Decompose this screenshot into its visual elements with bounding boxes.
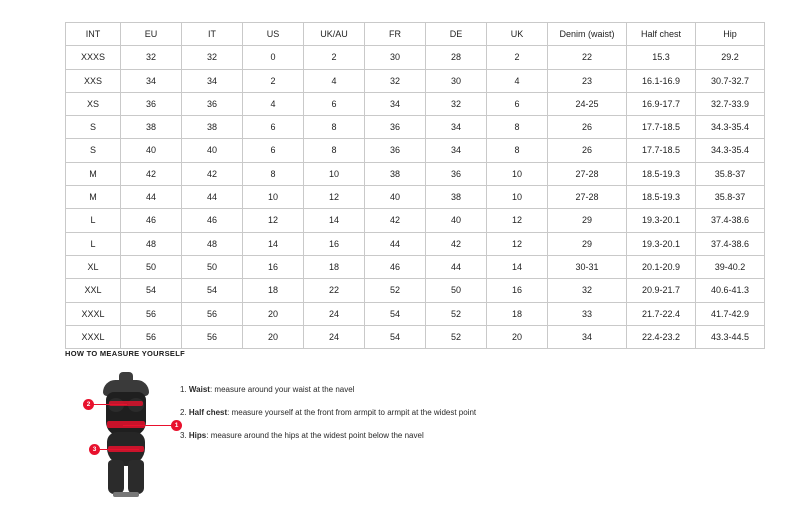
step-term: Waist — [188, 385, 210, 394]
table-row — [66, 139, 765, 162]
cell-half-chest: 17.7-18.5 — [627, 139, 696, 162]
cell-uk-au: 6 — [304, 92, 365, 115]
size-chart-container — [65, 22, 750, 349]
cell-hip: 37.4-38.6 — [696, 232, 765, 255]
cell-uk: 16 — [487, 279, 548, 302]
cell-int: S — [66, 116, 121, 139]
cell-eu: 44 — [121, 186, 182, 209]
cell-denim-waist: 26 — [548, 139, 627, 162]
measure-step-hips — [180, 432, 735, 441]
step-term: Hips — [188, 430, 207, 440]
cell-uk: 10 — [487, 186, 548, 209]
half-chest-callout-line — [91, 404, 127, 405]
cell-uk-au: 4 — [304, 69, 365, 92]
step-text: : measure around your waist at the navel — [209, 385, 355, 394]
measure-step-waist — [180, 386, 735, 395]
cell-us: 8 — [243, 162, 304, 185]
cell-it: 36 — [182, 92, 243, 115]
cell-denim-waist: 24-25 — [548, 92, 627, 115]
mannequin-leg-right — [128, 460, 144, 494]
cell-int: L — [66, 209, 121, 232]
table-row — [66, 325, 765, 348]
cell-half-chest: 21.7-22.4 — [627, 302, 696, 325]
cell-it: 56 — [182, 325, 243, 348]
cell-fr: 30 — [365, 46, 426, 69]
cell-us: 12 — [243, 209, 304, 232]
cell-fr: 38 — [365, 162, 426, 185]
table-row — [66, 162, 765, 185]
cell-eu: 40 — [121, 139, 182, 162]
table-row — [66, 116, 765, 139]
cell-hip: 34.3-35.4 — [696, 139, 765, 162]
table-row — [66, 69, 765, 92]
column-header-fr: FR — [365, 23, 426, 46]
step-number: 1. — [180, 385, 187, 394]
cell-uk: 10 — [487, 162, 548, 185]
cell-int: M — [66, 186, 121, 209]
marker-1-waist: 1 — [171, 420, 182, 431]
cell-eu: 32 — [121, 46, 182, 69]
cell-it: 56 — [182, 302, 243, 325]
cell-eu: 36 — [121, 92, 182, 115]
cell-it: 38 — [182, 116, 243, 139]
cell-it: 54 — [182, 279, 243, 302]
step-term: Half chest — [188, 407, 228, 417]
cell-us: 20 — [243, 302, 304, 325]
cell-int: XXXS — [66, 46, 121, 69]
cell-half-chest: 20.1-20.9 — [627, 255, 696, 278]
cell-denim-waist: 26 — [548, 116, 627, 139]
cell-it: 40 — [182, 139, 243, 162]
cell-it: 44 — [182, 186, 243, 209]
cell-it: 48 — [182, 232, 243, 255]
cell-hip: 39-40.2 — [696, 255, 765, 278]
cell-int: S — [66, 139, 121, 162]
cell-de: 40 — [426, 209, 487, 232]
cell-half-chest: 20.9-21.7 — [627, 279, 696, 302]
cell-uk-au: 18 — [304, 255, 365, 278]
cell-it: 42 — [182, 162, 243, 185]
cell-uk: 4 — [487, 69, 548, 92]
cell-fr: 54 — [365, 302, 426, 325]
table-row — [66, 46, 765, 69]
cell-de: 52 — [426, 325, 487, 348]
cell-eu: 42 — [121, 162, 182, 185]
cell-fr: 44 — [365, 232, 426, 255]
cell-fr: 46 — [365, 255, 426, 278]
cell-denim-waist: 30-31 — [548, 255, 627, 278]
cell-fr: 32 — [365, 69, 426, 92]
cell-de: 52 — [426, 302, 487, 325]
cell-eu: 48 — [121, 232, 182, 255]
table-row — [66, 92, 765, 115]
cell-uk: 18 — [487, 302, 548, 325]
cell-fr: 36 — [365, 139, 426, 162]
cell-us: 2 — [243, 69, 304, 92]
column-header-half-chest: Half chest — [627, 23, 696, 46]
cell-de: 32 — [426, 92, 487, 115]
column-header-uk: UK — [487, 23, 548, 46]
cell-uk: 20 — [487, 325, 548, 348]
cell-hip: 43.3-44.5 — [696, 325, 765, 348]
cell-de: 28 — [426, 46, 487, 69]
mannequin-stand — [113, 492, 139, 497]
cell-it: 32 — [182, 46, 243, 69]
cell-de: 30 — [426, 69, 487, 92]
cell-fr: 52 — [365, 279, 426, 302]
cell-hip: 34.3-35.4 — [696, 116, 765, 139]
cell-half-chest: 17.7-18.5 — [627, 116, 696, 139]
table-row — [66, 209, 765, 232]
cell-int: XL — [66, 255, 121, 278]
cell-hip: 41.7-42.9 — [696, 302, 765, 325]
cell-it: 50 — [182, 255, 243, 278]
cell-eu: 34 — [121, 69, 182, 92]
table-row — [66, 232, 765, 255]
column-header-eu: EU — [121, 23, 182, 46]
cell-half-chest: 18.5-19.3 — [627, 162, 696, 185]
cell-half-chest: 22.4-23.2 — [627, 325, 696, 348]
cell-uk-au: 24 — [304, 302, 365, 325]
cell-int: XS — [66, 92, 121, 115]
cell-half-chest: 16.1-16.9 — [627, 69, 696, 92]
cell-hip: 37.4-38.6 — [696, 209, 765, 232]
cell-it: 46 — [182, 209, 243, 232]
cell-uk: 12 — [487, 209, 548, 232]
cell-int: L — [66, 232, 121, 255]
table-row — [66, 255, 765, 278]
marker-3-hips: 3 — [89, 444, 100, 455]
column-header-hip: Hip — [696, 23, 765, 46]
cell-us: 18 — [243, 279, 304, 302]
cell-int: M — [66, 162, 121, 185]
cell-uk-au: 24 — [304, 325, 365, 348]
cell-hip: 30.7-32.7 — [696, 69, 765, 92]
cell-eu: 56 — [121, 302, 182, 325]
cell-fr: 42 — [365, 209, 426, 232]
cell-fr: 54 — [365, 325, 426, 348]
cell-de: 44 — [426, 255, 487, 278]
cell-hip: 35.8-37 — [696, 186, 765, 209]
marker-2-half-chest: 2 — [83, 399, 94, 410]
cell-denim-waist: 34 — [548, 325, 627, 348]
cell-eu: 38 — [121, 116, 182, 139]
cell-de: 50 — [426, 279, 487, 302]
column-header-us: US — [243, 23, 304, 46]
column-header-int: INT — [66, 23, 121, 46]
cell-us: 6 — [243, 116, 304, 139]
column-header-uk-au: UK/AU — [304, 23, 365, 46]
cell-de: 38 — [426, 186, 487, 209]
cell-de: 42 — [426, 232, 487, 255]
cell-uk-au: 16 — [304, 232, 365, 255]
cell-uk-au: 2 — [304, 46, 365, 69]
cell-denim-waist: 27-28 — [548, 162, 627, 185]
cell-fr: 34 — [365, 92, 426, 115]
column-header-de: DE — [426, 23, 487, 46]
cell-denim-waist: 29 — [548, 209, 627, 232]
cell-int: XXXL — [66, 325, 121, 348]
mannequin-icon — [83, 372, 179, 498]
cell-de: 34 — [426, 116, 487, 139]
step-text: : measure around the hips at the widest point below the navel — [206, 430, 424, 440]
cell-us: 20 — [243, 325, 304, 348]
cell-denim-waist: 32 — [548, 279, 627, 302]
waist-callout-line — [123, 425, 173, 426]
cell-uk-au: 14 — [304, 209, 365, 232]
cell-int: XXS — [66, 69, 121, 92]
cell-uk: 14 — [487, 255, 548, 278]
step-number: 3. — [180, 430, 187, 440]
cell-fr: 36 — [365, 116, 426, 139]
cell-half-chest: 18.5-19.3 — [627, 186, 696, 209]
cell-denim-waist: 22 — [548, 46, 627, 69]
size-chart-table — [65, 22, 765, 349]
hip-callout-line — [97, 449, 139, 450]
cell-uk-au: 10 — [304, 162, 365, 185]
cell-half-chest: 19.3-20.1 — [627, 232, 696, 255]
cell-eu: 56 — [121, 325, 182, 348]
cell-fr: 40 — [365, 186, 426, 209]
cell-denim-waist: 27-28 — [548, 186, 627, 209]
measure-steps-list — [180, 372, 735, 454]
cell-eu: 46 — [121, 209, 182, 232]
cell-denim-waist: 33 — [548, 302, 627, 325]
cell-uk-au: 8 — [304, 116, 365, 139]
cell-hip: 29.2 — [696, 46, 765, 69]
cell-half-chest: 15.3 — [627, 46, 696, 69]
cell-hip: 40.6-41.3 — [696, 279, 765, 302]
cell-eu: 50 — [121, 255, 182, 278]
cell-denim-waist: 23 — [548, 69, 627, 92]
table-row — [66, 302, 765, 325]
step-text: : measure yourself at the front from armpit to armpit at the widest point — [227, 407, 477, 417]
cell-us: 16 — [243, 255, 304, 278]
cell-de: 34 — [426, 139, 487, 162]
cell-it: 34 — [182, 69, 243, 92]
cell-denim-waist: 29 — [548, 232, 627, 255]
mannequin-leg-left — [108, 460, 124, 494]
how-to-measure-section — [65, 349, 735, 502]
cell-eu: 54 — [121, 279, 182, 302]
cell-uk-au: 12 — [304, 186, 365, 209]
column-header-denim-waist: Denim (waist) — [548, 23, 627, 46]
cell-us: 14 — [243, 232, 304, 255]
table-header-row — [66, 23, 765, 46]
cell-uk: 8 — [487, 116, 548, 139]
cell-half-chest: 16.9-17.7 — [627, 92, 696, 115]
cell-uk: 2 — [487, 46, 548, 69]
cell-uk-au: 22 — [304, 279, 365, 302]
table-row — [66, 279, 765, 302]
step-number: 2. — [180, 407, 187, 417]
cell-us: 6 — [243, 139, 304, 162]
cell-de: 36 — [426, 162, 487, 185]
section-title: HOW TO MEASURE YOURSELF — [65, 349, 185, 358]
cell-uk: 8 — [487, 139, 548, 162]
cell-uk: 6 — [487, 92, 548, 115]
cell-uk-au: 8 — [304, 139, 365, 162]
cell-us: 0 — [243, 46, 304, 69]
cell-us: 10 — [243, 186, 304, 209]
cell-us: 4 — [243, 92, 304, 115]
cell-uk: 12 — [487, 232, 548, 255]
cell-half-chest: 19.3-20.1 — [627, 209, 696, 232]
cell-hip: 32.7-33.9 — [696, 92, 765, 115]
measure-step-half-chest — [180, 409, 735, 418]
cell-hip: 35.8-37 — [696, 162, 765, 185]
table-row — [66, 186, 765, 209]
cell-int: XXL — [66, 279, 121, 302]
column-header-it: IT — [182, 23, 243, 46]
measurement-figure — [65, 372, 180, 502]
cell-int: XXXL — [66, 302, 121, 325]
